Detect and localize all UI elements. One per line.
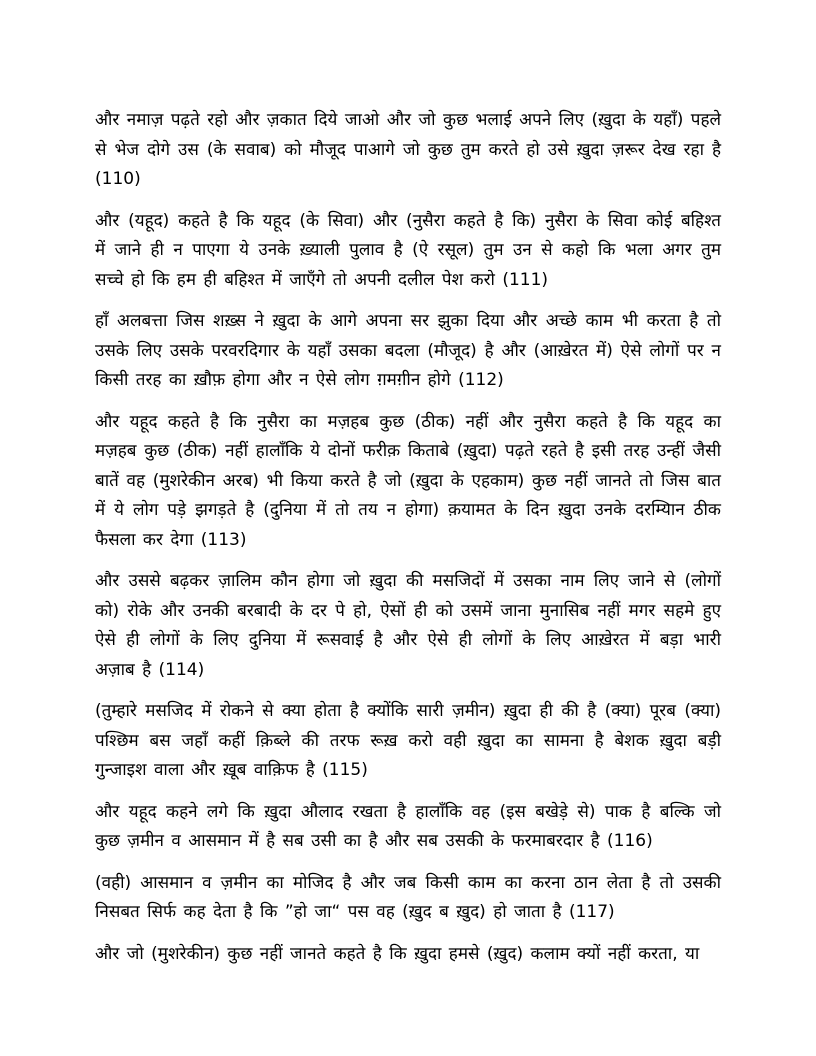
verse-line: (110) <box>95 169 141 189</box>
verse-line: और यहूद कहते है कि नुसैरा का मज़हब कुछ (ठीक) नहीं और नुसैरा कहते है कि यहूद का <box>95 411 721 432</box>
verse-line: में ये लोग पड़े झगड़ते है (दुनिया में तो तय न होगा) क़यामत के दिन ख़ुदा उनके दरम्यिान ठीक <box>95 500 721 520</box>
verse-line: निसबत सिर्फ कह देता है कि ”हो जा“ पस वह (ख़ुद ब ख़ुद) हो जाता है (117) <box>95 902 615 922</box>
verse-paragraph-116 <box>95 798 721 857</box>
verse-paragraph-111 <box>95 207 721 296</box>
verse-paragraph-115 <box>95 697 721 786</box>
verse-paragraph-110 <box>95 106 721 195</box>
verse-line: हाँ अलबत्ता जिस शख़्स ने ख़ुदा के आगे अपना सर झुका दिया और अच्छे काम भी करता है तो <box>95 311 721 331</box>
verse-line: उसके लिए उसके परवरदिगार के यहाँ उसका बदला (मौजूद) है और (आख़ेरत में) ऐसे लोगों पर न <box>95 340 721 361</box>
verse-line: और (यहूद) कहते है कि यहूद (के सिवा) और (नुसैरा कहते है कि) नुसैरा के सिवा कोई बहिश्त <box>95 210 721 231</box>
verse-line: अज़ाब है (114) <box>95 659 205 680</box>
verse-line: (वही) आसमान व ज़मीन का मोजिद है और जब किसी काम का करना ठान लेता है तो उसकी <box>95 872 721 893</box>
verse-line: से भेज दोगे उस (के सवाब) को मौजूद पाआगे जो कुछ तुम करते हो उसे ख़ुदा ज़रूर देख रहा है <box>95 139 721 160</box>
verse-line: गुन्जाइश वाला और ख़ूब वाक़िफ है (115) <box>95 760 368 780</box>
verse-paragraph-112 <box>95 307 721 396</box>
verse-line: मज़हब कुछ (ठीक) नहीं हालाँकि ये दोनों फरीक़ किताबे (ख़ुदा) पढ़ते रहते है इसी तरह उन्हीं जैसी <box>95 441 721 461</box>
verse-line: पश्छिम बस जहाँ कहीं क़िब्ले की तरफ रूख़ करो वही ख़ुदा का सामना है बेशक ख़ुदा बड़ी <box>95 730 721 751</box>
verse-line: में जाने ही न पाएगा ये उनके ख़्याली पुलाव है (ऐ रसूल) तुम उन से कहो कि भला अगर तुम <box>95 240 721 260</box>
verse-line: को) रोके और उनकी बरबादी के दर पे हो, ऐसों ही को उसमें जाना मुनासिब नहीं मगर सहमे हुए <box>95 600 721 621</box>
verse-line: किसी तरह का ख़ौफ़ होगा और न ऐसे लोग ग़मग़ीन होगे (112) <box>95 370 504 390</box>
verses-text-block <box>95 106 721 981</box>
verse-line: और नमाज़ पढ़ते रहो और ज़कात दिये जाओ और जो कुछ भलाई अपने लिए (ख़ुदा के यहाँ) पहले <box>95 110 721 130</box>
verse-paragraph-114 <box>95 567 721 685</box>
verse-paragraph-113 <box>95 408 721 556</box>
verse-line: ऐसे ही लोगों के लिए दुनिया में रूसवाई है और ऐसे ही लोगों के लिए आख़ेरत में बड़ा भारी <box>95 630 721 650</box>
verse-line: बातें वह (मुशरेकीन अरब) भी किया करते है जो (ख़ुदा के एहकाम) कुछ नहीं जानते तो जिस बात <box>95 470 721 491</box>
verse-line: और यहूद कहने लगे कि ख़ुदा औलाद रखता है हालाँकि वह (इस बखेड़े से) पाक है बल्कि जो <box>95 801 721 822</box>
verse-line: (तुम्हारे मसजिद में रोकने से क्या होता है क्योंकि सारी ज़मीन) ख़ुदा ही की है (क्या) पूरब (क्या) <box>95 701 721 721</box>
verse-line: और जो (मुशरेकीन) कुछ नहीं जानते कहते है कि ख़ुदा हमसे (ख़ुद) कलाम क्यों नहीं करता, या <box>95 943 700 964</box>
verse-line: और उससे बढ़कर ज़ालिम कौन होगा जो ख़ुदा की मसजिदों में उसका नाम लिए जाने से (लोगों <box>95 571 721 591</box>
verse-paragraph-117 <box>95 869 721 928</box>
verse-paragraph-118 <box>95 940 721 970</box>
verse-line: फैसला कर देगा (113) <box>95 529 247 550</box>
verse-line: कुछ ज़मीन व आसमान में है सब उसी का है और सब उसकी के फरमाबरदार है (116) <box>95 831 653 851</box>
verse-line: सच्चे हो कि हम ही बहिश्त में जाएँगे तो अपनी दलील पेश करो (111) <box>95 269 549 290</box>
